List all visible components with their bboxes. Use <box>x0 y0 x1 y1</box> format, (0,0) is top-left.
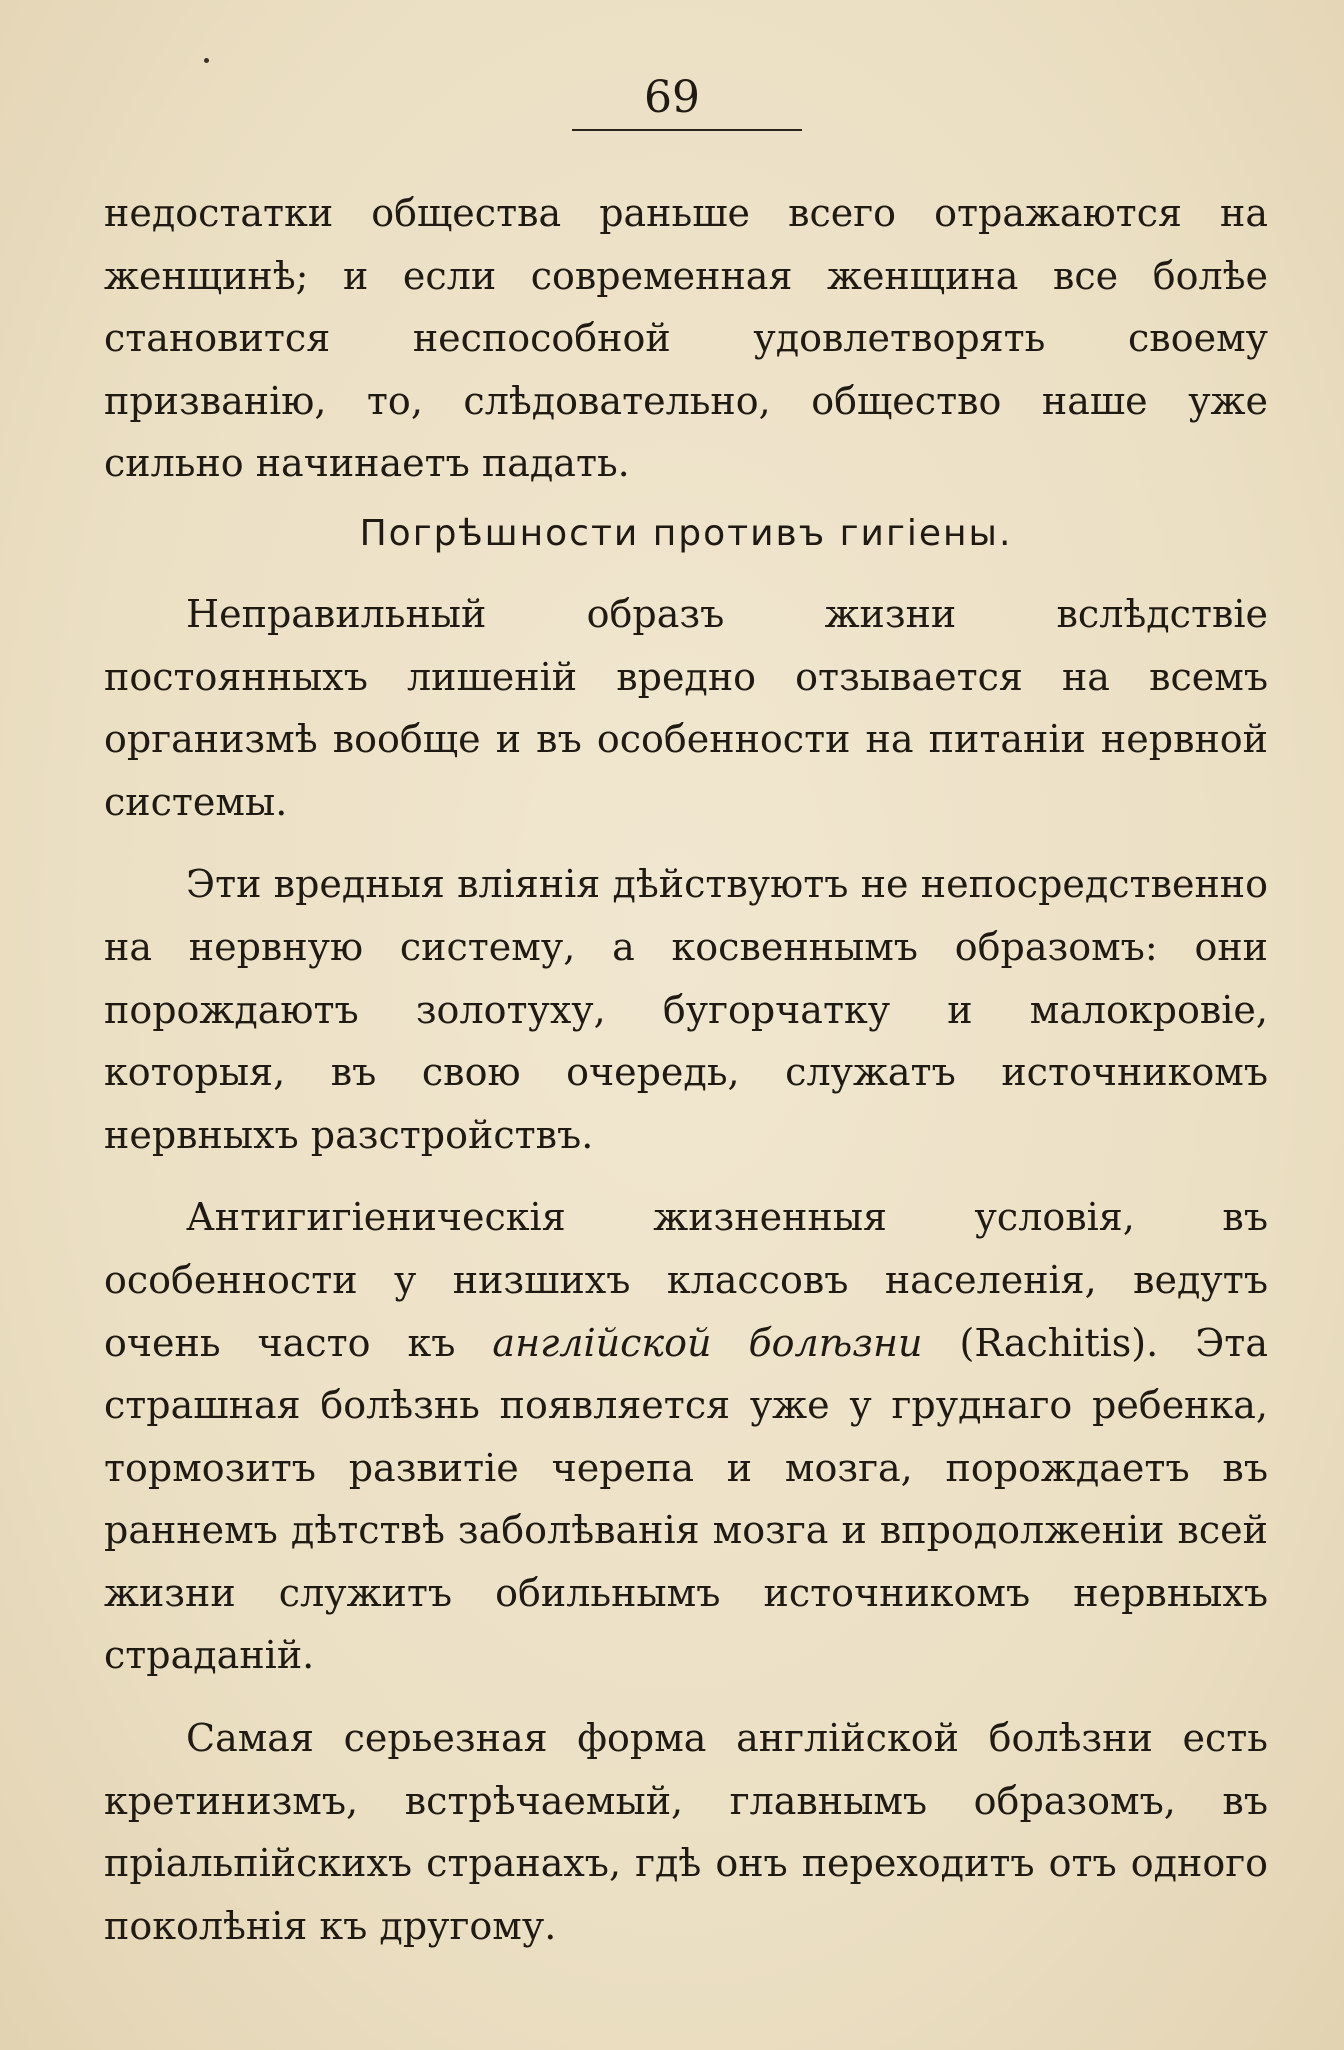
header-rule <box>572 129 802 131</box>
page-number: 69 <box>644 72 700 123</box>
paragraph-2: Неправильный образъ жизни вслѣдствіе постоянныхъ лишеній вредно отзывается на всемъ организмѣ вообще и въ особенности на питаніи нервной системы. <box>104 591 1268 824</box>
paragraph-4-end: (Rachitis). Эта страшная болѣзнь появляется уже у груднаго ребенка, тормозитъ развитіе черепа и мозга, порождаетъ въ раннемъ дѣтствѣ заболѣванія мозга и впродолженіи всей жизни служитъ обильнымъ источникомъ нервныхъ страданій. <box>104 1320 1268 1678</box>
paragraph-4 <box>104 1186 1268 1687</box>
paragraph-3: Эти вредныя вліянія дѣйствуютъ не непосредственно на нервную систему, а косвеннымъ образомъ: они порождаютъ золотуху, бугорчатку и малокровіе, которыя, въ свою очередь, служатъ источникомъ нервныхъ разстройствъ. <box>104 862 1268 1157</box>
paragraph-5: Самая серьезная форма англійской болѣзни есть кретинизмъ, встрѣчаемый, главнымъ образомъ, въ пріальпійскихъ странахъ, гдѣ онъ переходитъ отъ одного поколѣнія къ другому. <box>104 1716 1268 1948</box>
body-text <box>104 182 1268 1957</box>
paragraph-4-italic: англійской болѣзни <box>492 1320 923 1365</box>
paragraph-1: недостатки общества раньше всего отражаются на женщинѣ; и если современная женщина все болѣе становится неспособной удовлетворять своему призванію, то, слѣдовательно, общество наше уже сильно начинаетъ падать. <box>104 191 1268 486</box>
section-heading: Погрѣшности противъ гигіены. <box>359 512 1013 554</box>
ink-speck <box>204 58 209 63</box>
paragraph-4-start: Антигигіеническія жизненныя условія, въ особенности у низшихъ классовъ населенія, ведутъ очень часто къ <box>104 1195 1268 1365</box>
